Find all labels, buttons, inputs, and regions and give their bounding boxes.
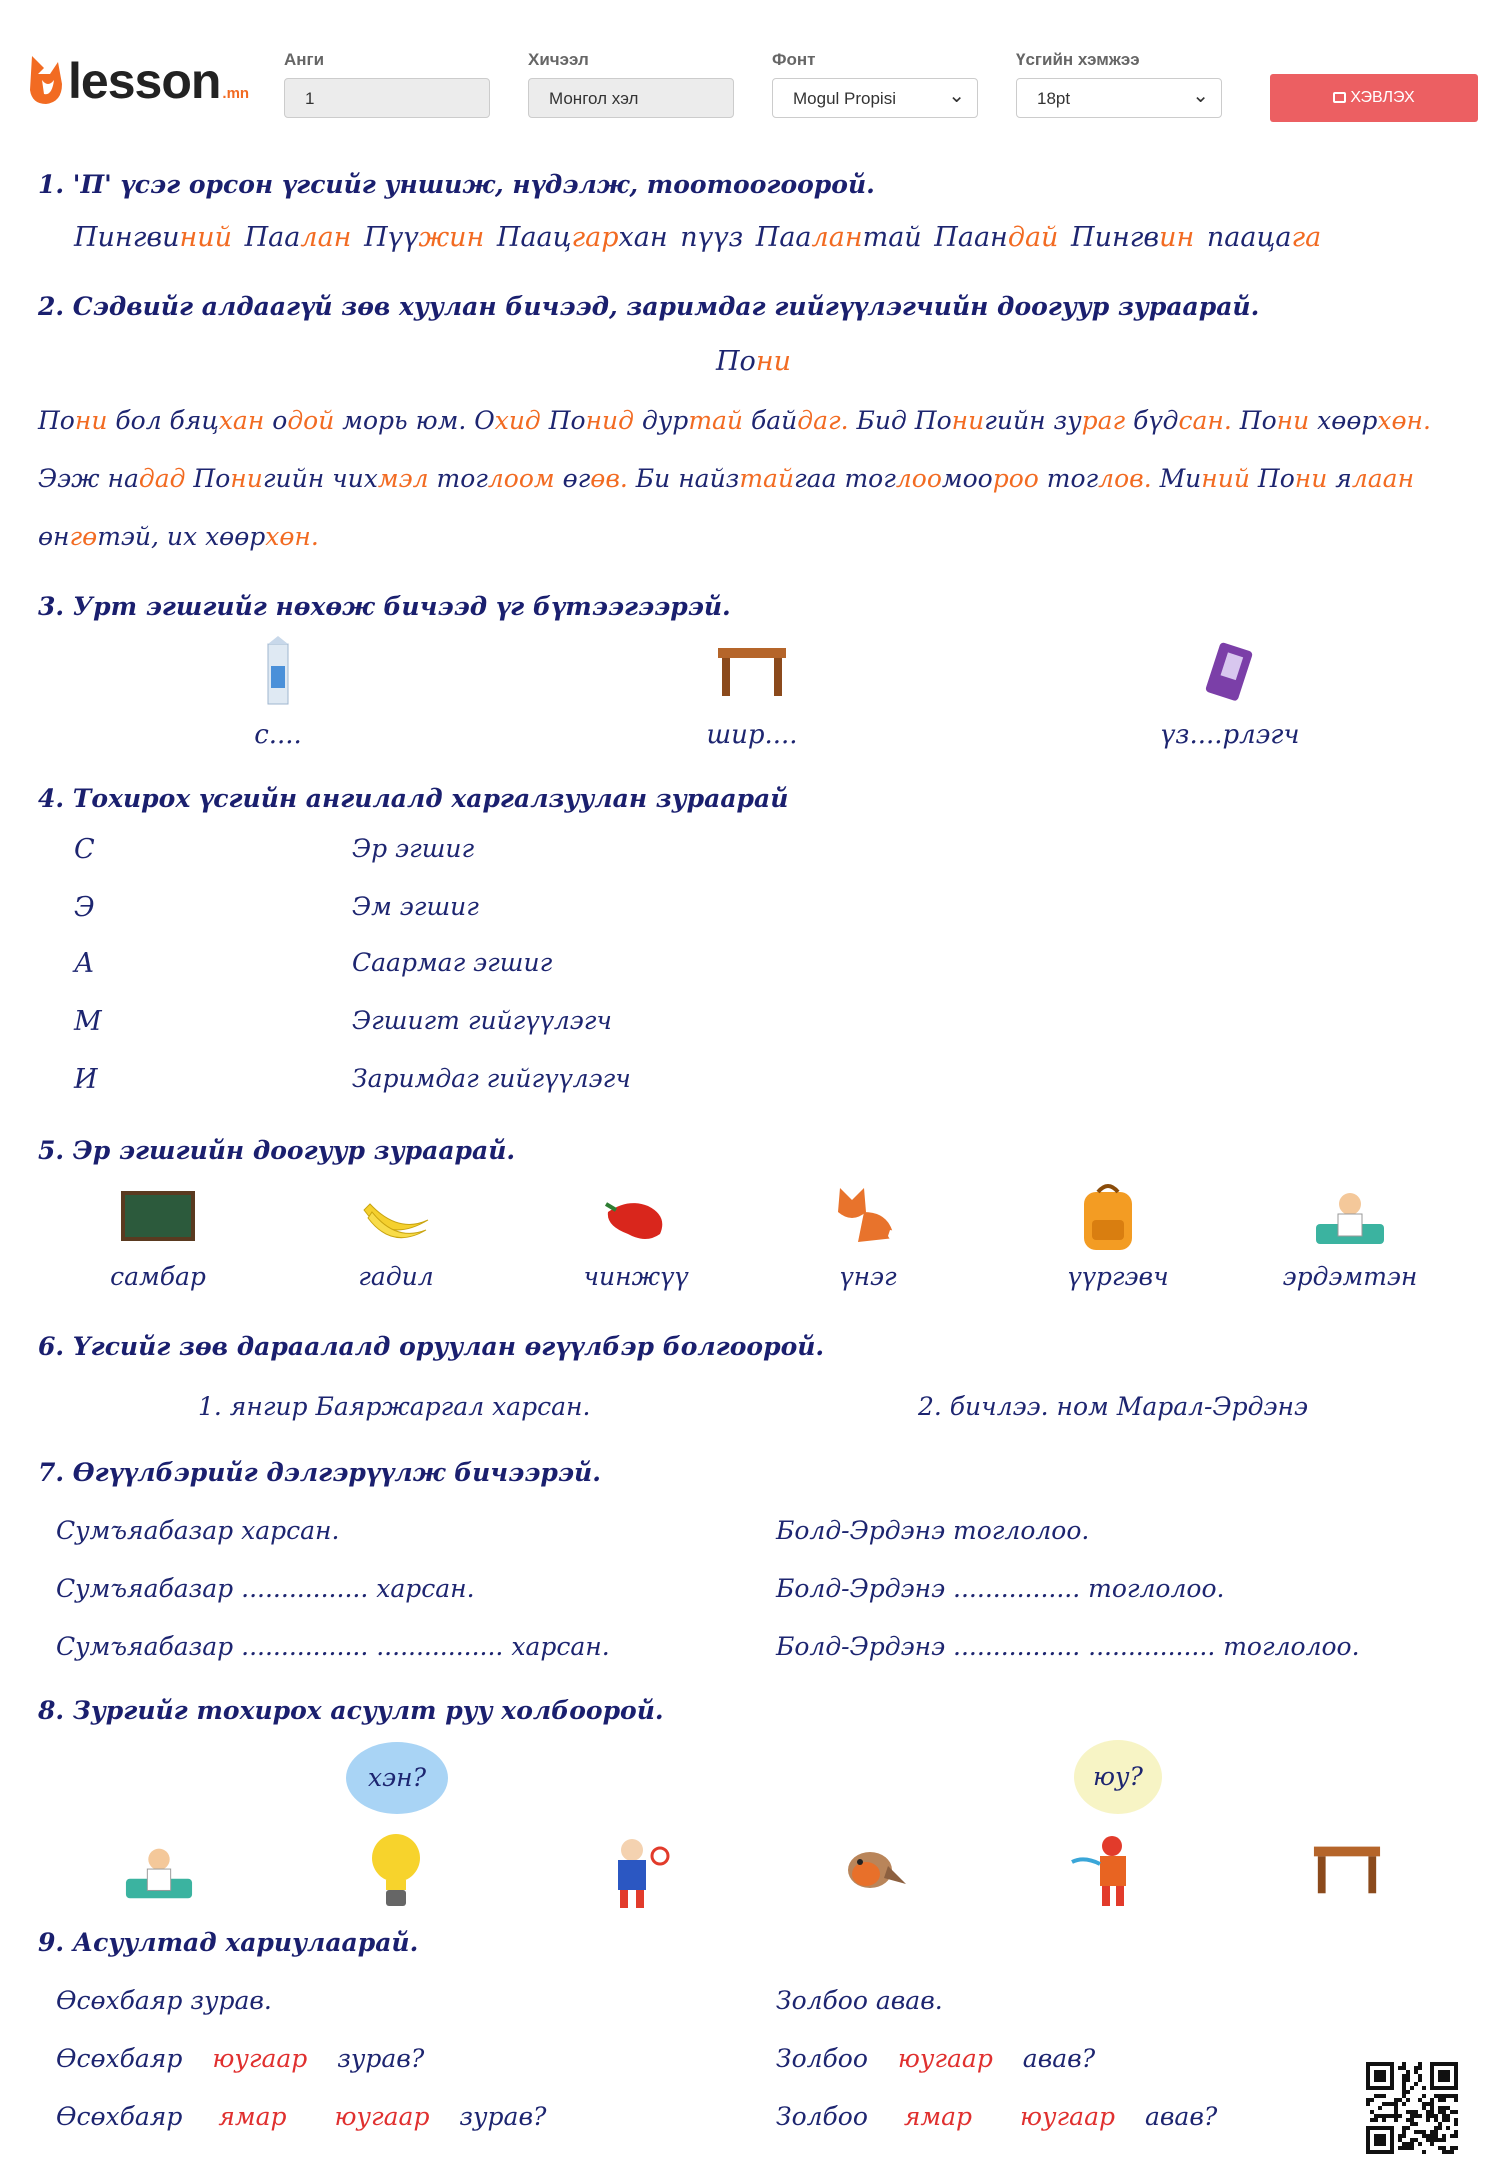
pepper-icon (598, 1190, 672, 1246)
q2-text-segment: дад (138, 464, 186, 493)
fox-logo-icon (28, 54, 64, 106)
chalkboard-icon (120, 1190, 196, 1242)
q2-text-segment: бай (743, 406, 798, 435)
subject-input[interactable]: Монгол хэл (528, 78, 734, 118)
q2-text-segment: лоо (895, 464, 942, 493)
q2-heading (716, 346, 791, 377)
q2-text-segment: ний (1201, 464, 1250, 493)
q2-text-segment: бүд (1125, 406, 1179, 435)
q4-category-5: Заримдаг гийгүүлэгч (352, 1064, 631, 1093)
q2-text-segment: ни (74, 406, 108, 435)
q1-word-part: жин (418, 222, 485, 253)
print-button[interactable] (1270, 74, 1478, 122)
q1-word-part: дай (1007, 222, 1059, 253)
q9-right-question-word: юугаар (897, 2044, 993, 2073)
logo[interactable] (28, 53, 250, 109)
q2-text-segment: бол бяц (107, 406, 219, 435)
q2-text-segment: Би найз (627, 464, 740, 493)
q4-letter-1: С (74, 834, 95, 865)
q9-left-line-1: Өсөхбаяр зурав. (56, 1986, 272, 2015)
q1-word-part: Паа (244, 222, 301, 253)
q4-letter-2: Э (74, 892, 95, 923)
q7-right-line-3: Болд-Эрдэнэ ................ ................ тоглолоо. (776, 1632, 1360, 1661)
q2-text-line-3 (38, 522, 319, 551)
print-button-label: ХЭВЛЭХ (1350, 89, 1415, 106)
scientist-icon (124, 1840, 194, 1902)
q2-text-segment: По (540, 406, 586, 435)
logo-text: lesson (68, 53, 221, 109)
q1-word (497, 222, 668, 253)
q6-item-1: 1. янгир Баяржаргал харсан. (198, 1392, 591, 1421)
q1-word-line (74, 222, 1321, 253)
q8-title: 8. Зургийг тохирох асуулт руу холбоорой. (38, 1696, 664, 1725)
q1-title: 1. 'П' үсэг орсон үгсийг уншиж, нүдэлж, тоотоогоорой. (38, 170, 875, 199)
qr-code-icon (1366, 2062, 1458, 2154)
q2-text-segment: дой (287, 406, 335, 435)
q1-word-part: тай (862, 222, 922, 253)
q1-word-part: хан (618, 222, 668, 253)
q9-left-line-2 (56, 2044, 424, 2073)
q2-text-segment: хан (218, 406, 265, 435)
q7-left-line-1: Сумъяабазар харсан. (56, 1516, 340, 1545)
q7-right-line-1: Болд-Эрдэнэ тоглолоо. (776, 1516, 1090, 1545)
q9-left-subject-2: Өсөхбаяр (56, 2102, 183, 2131)
q2-heading-part1: По (716, 346, 756, 377)
q2-text-segment: даг. (797, 406, 849, 435)
grade-control (284, 50, 490, 118)
q1-word (74, 222, 232, 253)
size-select-value: 18pt (1037, 89, 1071, 108)
q2-text-segment: Ми (1151, 464, 1202, 493)
q1-word-part: гар (571, 222, 619, 253)
q1-word (364, 222, 484, 253)
subject-label: Хичээл (528, 50, 589, 69)
q9-left-adj-question: ямар (218, 2102, 287, 2131)
q2-text-segment: я (1327, 464, 1352, 493)
q2-text-segment: Бид По (848, 406, 952, 435)
backpack-icon (1076, 1180, 1140, 1252)
q2-text-segment: хөн. (1377, 406, 1431, 435)
q2-text-segment: По (1249, 464, 1295, 493)
q2-text-segment: По (1231, 406, 1277, 435)
font-select-value: Mogul Propisi (793, 89, 896, 108)
size-control (1016, 50, 1222, 118)
q1-word (1071, 222, 1194, 253)
q2-text-segment: мэл (377, 464, 429, 493)
q9-left-question-word: юугаар (212, 2044, 308, 2073)
sharpener-icon (1204, 636, 1256, 708)
q2-text-segment: өн (38, 522, 70, 551)
q2-text-segment: морь юм. О (334, 406, 495, 435)
q2-text-segment: хөн. (265, 522, 319, 551)
q1-word-part: га (1291, 222, 1322, 253)
q2-text-segment: лов. (1098, 464, 1152, 493)
font-control (772, 50, 978, 118)
q1-word-part: лан (300, 222, 352, 253)
q4-category-2: Эм эгшиг (352, 892, 479, 921)
q2-text-segment: тог (1038, 464, 1099, 493)
q6-item-2: 2. бичлээ. ном Марал-Эрдэнэ (918, 1392, 1308, 1421)
q2-text-segment: сан. (1178, 406, 1232, 435)
q2-text-segment: ни (1294, 464, 1328, 493)
q1-word-part: Паан (934, 222, 1008, 253)
q6-title: 6. Үгсийг зөв дараалалд оруулан өгүүлбэр болгоорой. (38, 1332, 825, 1361)
q9-right-question-word-2: юугаар (1020, 2102, 1115, 2131)
q2-text-segment: моо (941, 464, 993, 493)
milk-carton-icon (262, 636, 294, 708)
q2-text-segment: ни (1276, 406, 1310, 435)
q2-text-segment: тог (428, 464, 488, 493)
q2-text-segment: хөөр (1309, 406, 1378, 435)
q2-text-segment: гийн зу (984, 406, 1082, 435)
bird-icon (838, 1840, 908, 1898)
q5-word-1: самбар (110, 1262, 206, 1291)
q3-title: 3. Урт эгшгийг нөхөж бичээд үг бүтээгээрэй. (38, 592, 731, 621)
q2-text-segment: нид (585, 406, 635, 435)
q1-word-part: Пингви (74, 222, 180, 253)
q1-word-part: Паац (496, 222, 572, 253)
q9-left-question-word-2: юугаар (334, 2102, 430, 2131)
table-icon (1312, 1838, 1382, 1898)
table-icon (716, 642, 788, 698)
q1-word-part: Пүү (364, 222, 419, 253)
q9-left-verb: зурав? (337, 2044, 425, 2073)
q5-title: 5. Эр эгшгийн доогуур зураарай. (38, 1136, 516, 1165)
logo-suffix: .mn (222, 85, 250, 102)
q5-word-2: гадил (358, 1262, 434, 1291)
q2-text-segment: тэй, их хөөр (97, 522, 266, 551)
q9-right-line-3 (776, 2102, 1217, 2131)
q2-text-segment: лоом (487, 464, 555, 493)
q9-right-line-1: Золбоо авав. (776, 1986, 943, 2015)
fox-icon (830, 1182, 906, 1250)
grade-label: Анги (284, 50, 325, 69)
q2-text-segment: раг (1081, 406, 1126, 435)
q1-word-part: ин (1159, 222, 1195, 253)
q4-letter-3: А (74, 948, 95, 979)
q3-word-3: үз....рлэгч (1160, 720, 1300, 750)
banana-icon (358, 1190, 434, 1246)
q2-title: 2. Сэдвийг алдаагүй зөв хуулан бичээд, заримдаг гийгүүлэгчийн доогуур зураарай. (38, 292, 1260, 321)
q4-category-4: Эгшигт гийгүүлэгч (352, 1006, 612, 1035)
size-select[interactable] (1016, 78, 1222, 118)
q1-word-part: Паа (755, 222, 812, 253)
q7-left-line-2: Сумъяабазар ................ харсан. (56, 1574, 475, 1603)
q5-word-6: эрдэмтэн (1282, 1262, 1418, 1291)
q2-text-segment: о (264, 406, 288, 435)
q3-word-1: с.... (254, 720, 302, 750)
q9-right-subject-2: Золбоо (776, 2102, 868, 2131)
q9-right-verb: авав? (1022, 2044, 1096, 2073)
who-bubble: хэн? (346, 1742, 448, 1814)
q2-text-segment: Ээж на (38, 464, 139, 493)
q7-left-line-3: Сумъяабазар ................ ................ харсан. (56, 1632, 610, 1661)
q4-letter-5: И (74, 1064, 98, 1095)
what-bubble: юу? (1074, 1740, 1162, 1814)
q5-word-5: үүргэвч (1067, 1262, 1169, 1291)
q2-text-segment: ни (951, 406, 985, 435)
q7-title: 7. Өгүүлбэрийг дэлгэрүүлж бичээрэй. (38, 1458, 601, 1487)
q2-text-segment: По (38, 406, 75, 435)
font-select[interactable] (772, 78, 978, 118)
q2-text-line-1 (38, 406, 1431, 435)
printer-icon (1333, 92, 1346, 103)
q9-title: 9. Асуултад хариулаарай. (38, 1928, 419, 1957)
q2-text-segment: По (185, 464, 231, 493)
q1-word (680, 222, 743, 253)
q2-text-segment: гаа тог (794, 464, 896, 493)
q9-left-subject: Өсөхбаяр (56, 2044, 183, 2073)
scientist-icon (1314, 1186, 1386, 1246)
q2-text-segment: хид (494, 406, 541, 435)
q2-text-segment: лаан (1351, 464, 1415, 493)
q9-right-line-2 (776, 2044, 1095, 2073)
q9-right-subject: Золбоо (776, 2044, 868, 2073)
q2-text-segment: дур (634, 406, 689, 435)
q9-right-adj-question: ямар (903, 2102, 973, 2131)
q9-left-line-3 (56, 2102, 546, 2131)
q1-word-part: Пингв (1071, 222, 1160, 253)
q2-text-line-2 (38, 464, 1414, 493)
font-label: Фонт (772, 50, 816, 69)
q1-word-part: ний (179, 222, 233, 253)
q1-word (1207, 222, 1321, 253)
q4-letter-4: М (74, 1006, 102, 1037)
q1-word (934, 222, 1058, 253)
q2-text-segment: өг (554, 464, 591, 493)
q7-right-line-2: Болд-Эрдэнэ ................ тоглолоо. (776, 1574, 1225, 1603)
q2-text-segment: гө (69, 522, 98, 551)
q5-word-4: үнэг (839, 1262, 897, 1291)
q2-text-segment: тай (739, 464, 795, 493)
q2-text-segment: тай (688, 406, 744, 435)
light-bulb-icon (368, 1832, 424, 1910)
q1-word-part: пааца (1206, 222, 1292, 253)
q4-category-1: Эр эгшиг (352, 834, 475, 863)
q2-heading-part2: ни (755, 346, 791, 377)
subject-control (528, 50, 734, 118)
q2-text-segment: ни (230, 464, 263, 493)
size-label: Үсгийн хэмжээ (1016, 50, 1140, 69)
q1-word-part: лан (811, 222, 863, 253)
q9-left-verb-2: зурав? (459, 2102, 547, 2131)
q1-word (245, 222, 352, 253)
q4-category-3: Саармаг эгшиг (352, 948, 553, 977)
q1-word-part: пүүз (680, 222, 744, 253)
q5-word-3: чинжүү (583, 1262, 689, 1291)
q2-text-segment: гийн чих (262, 464, 378, 493)
grade-input[interactable]: 1 (284, 78, 490, 118)
q9-right-verb-2: авав? (1144, 2102, 1218, 2131)
firefighter-icon (1068, 1832, 1142, 1908)
q3-word-2: шир.... (706, 720, 798, 750)
q1-word (756, 222, 922, 253)
q2-text-segment: роо (992, 464, 1039, 493)
header (0, 0, 1500, 150)
q4-title: 4. Тохирох үсгийн ангилалд харгалзуулан зураарай (38, 784, 789, 813)
clown-icon (602, 1834, 670, 1910)
q2-text-segment: өв. (590, 464, 628, 493)
